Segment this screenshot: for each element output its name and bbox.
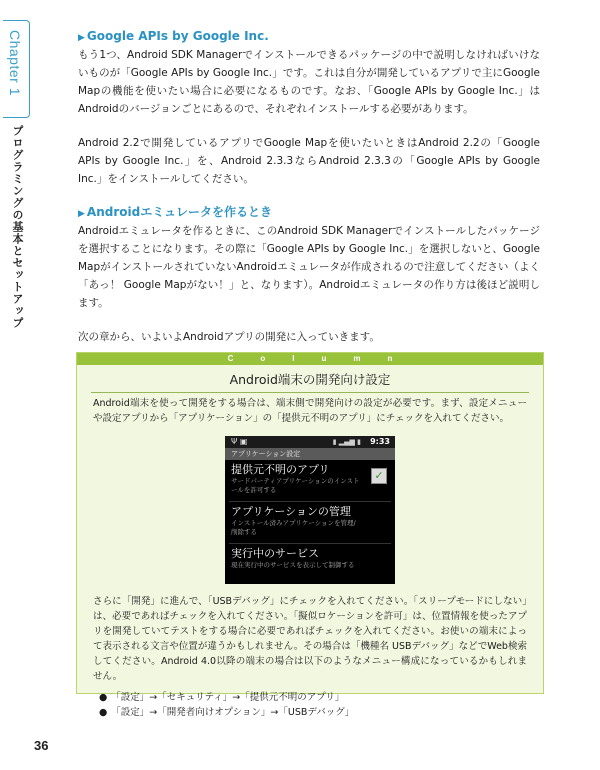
column-divider [91, 392, 529, 393]
setting-subtitle: 現在実行中のサービスを表示して制御する [231, 561, 355, 569]
setting-subtitle: サードパーティアプリケーションのインストールを許可する [231, 477, 360, 494]
column-box [76, 352, 544, 718]
column-intro: Android端末を使って開発をする場合は、端末側で開発向けの設定が必要です。まず、設定メニューや設定アプリから「アプリケーション」の「提供元不明のアプリ」にチェックを入れてください。 [93, 398, 527, 424]
list-item-text: 「設定」→「セキュリティ」→「提供元不明のアプリ」 [111, 692, 345, 703]
chapter-title: プログラミングの基本とセットアップ [11, 125, 24, 329]
section-heading-emulator [78, 204, 540, 222]
main-content [78, 28, 540, 346]
setting-title: 提供元不明のアプリ [231, 463, 330, 476]
section-heading-text: Google APIs by Google Inc. [86, 29, 269, 43]
bullet-icon: ● [99, 707, 108, 718]
phone-setting-row [225, 502, 395, 543]
section-heading-google-apis [78, 28, 540, 46]
signal-icon: ▮ ▂▄▆ ▮ [332, 438, 361, 446]
phone-setting-row [225, 544, 395, 585]
triangle-icon: ▶ [78, 209, 85, 219]
phone-screenshot [225, 436, 395, 584]
phone-header: アプリケーション設定 [225, 448, 395, 460]
setting-title: アプリケーションの管理 [231, 505, 351, 518]
column-bullet-list [99, 690, 543, 720]
list-item-text: 「設定」→「開発者向けオプション」→「USBデバッグ」 [111, 707, 355, 718]
column-label: Column [77, 353, 543, 365]
list-item [99, 705, 543, 720]
setting-title: 実行中のサービス [231, 547, 319, 560]
triangle-icon: ▶ [78, 33, 85, 43]
chapter-label: Chapter 1 [7, 30, 23, 96]
section-heading-text: Androidエミュレータを作るとき [86, 205, 272, 219]
page-number: 36 [34, 738, 49, 753]
list-item [99, 690, 543, 705]
column-title: Android端末の開発向け設定 [229, 372, 391, 387]
column-body: さらに「開発」に進んで、「USBデバッグ」にチェックを入れてください。「スリープモードにしない」は、必要であればチェックを入れてください。「擬似ロケーションを許可」は、位置情報を使ったアプリを開発していてテストをする場合に必要であればチェックを入れてください。お使いの端末によって表示される文言や位置が違うかもしれません。その場合は「機種名 USBデバッグ」などでWeb検索してください。Android 4.0以降の端末の場合は以下のようなメニュー構成になっているかもしれません。 [93, 596, 527, 682]
phone-setting-row [225, 460, 395, 501]
chapter-sidebar [0, 0, 34, 770]
closing-paragraph: 次の章から、いよいよAndroidアプリの開発に入っていきます。 [78, 331, 380, 343]
checkbox-checked-icon: ✓ [371, 468, 387, 484]
usb-icon: Ψ ▣ [231, 437, 248, 446]
phone-time: 9:33 [370, 437, 390, 446]
phone-status-bar [225, 436, 395, 448]
setting-subtitle: インストール済みアプリケーションを管理/削除する [231, 519, 356, 536]
paragraph: Androidエミュレータを作るときに、このAndroid SDK Managerでインストールしたパッケージを選択することになります。その際に「Google APIs by Google Inc.」を選択しないと、Google MapがインストールされていないAndroidエミュレータが作成されるので注意してください（よく「あっ！ Google Mapがない！」と、なります）。Androidエミュレータの作り方は後ほど説明します。 [78, 225, 540, 309]
paragraph: Android 2.2で開発しているアプリでGoogle Mapを使いたいときはAndroid 2.2の「Google APIs by Google Inc.」を、Android 2.3.3ならAndroid 2.3.3の「Google APIs by Google Inc.」をインストールしてください。 [78, 137, 540, 185]
paragraph: もう1つ、Android SDK Managerでインストールできるパッケージの中で説明しなければいけないものが「Google APIs by Google Inc.」です。これは自分が開発しているアプリで主にGoogle Mapの機能を使いたい場合に必要になるものです。なお、「Google APIs by Google Inc.」はAndroidのバージョンごとにあるので、それぞれインストールする必要があります。 [78, 49, 540, 115]
bullet-icon: ● [99, 692, 108, 703]
